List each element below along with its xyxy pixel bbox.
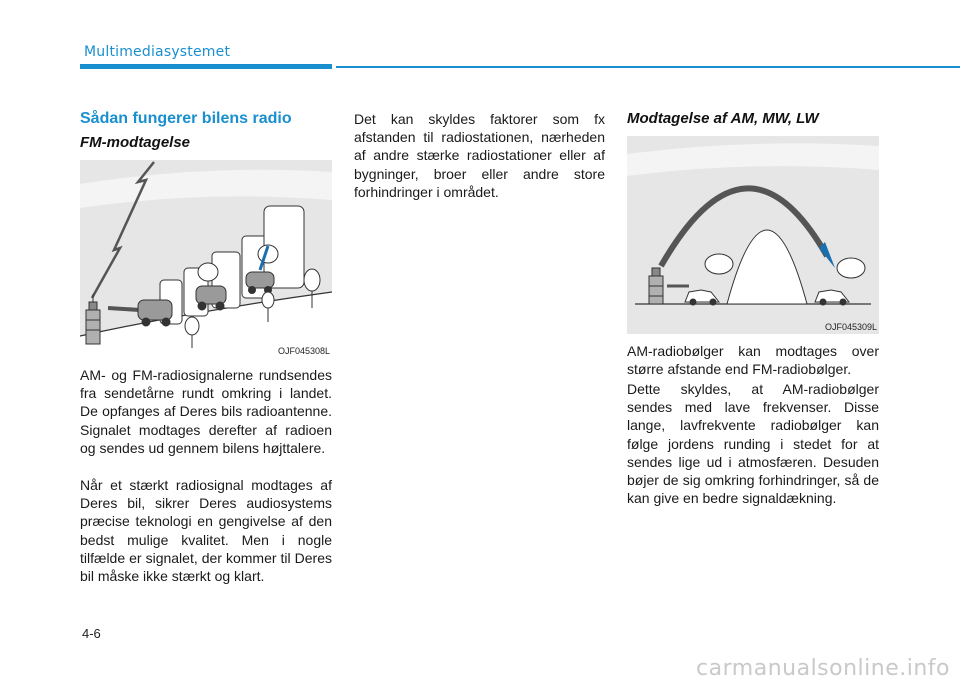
fm-reception-illustration bbox=[80, 160, 332, 358]
am-reception-illustration bbox=[627, 136, 879, 334]
figure-code: OJF045308L bbox=[277, 346, 330, 356]
header-rule-thick bbox=[80, 64, 332, 69]
middle-paragraph-1: Det kan skyldes faktorer som fx afstanden til radiostationen, nærheden af andre stærke radiostationer eller af bygninger, broer eller andre store forhindringer i området. bbox=[354, 111, 605, 200]
radio-tower-icon bbox=[86, 294, 100, 344]
right-paragraph-2: Dette skyldes, at AM-radiobølger sendes med lave frekvenser. Disse lange, lavfrekvente radiobølger kan følge jordens runding i stedet for at sendes lige ud i atmosfæren. Desuden bøjer de sig omkring forhindringer, så de kan give en bedre signaldækning. bbox=[627, 381, 879, 507]
section-header-title: Multimediasystemet bbox=[84, 44, 231, 60]
page-number: 4-6 bbox=[82, 626, 101, 641]
right-paragraph-1: AM-radiobølger kan modtages over større afstande end FM-radiobølger. bbox=[627, 343, 879, 378]
fm-subtitle: FM-modtagelse bbox=[80, 134, 191, 151]
header-rule-thin bbox=[336, 66, 960, 68]
watermark: carmanualsonline.info bbox=[696, 656, 950, 681]
figure-code: OJF045309L bbox=[824, 322, 877, 332]
left-paragraph-2: Når et stærkt radiosignal modtages af Deres bil, sikrer Deres audiosystems præcise teknologi en gengivelse af den bedst mulige kvalitet. Men i nogle tilfælde er signalet, der kommer til Deres bil måske ikke stærkt og klart. bbox=[80, 477, 332, 585]
left-paragraph-1: AM- og FM-radiosignalerne rundsendes fra sendetårne rundt omkring i landet. De opfanges af Deres bils radioantenne. Signalet modtages derefter af radioen og sendes ud gennem bilens højttalere. bbox=[80, 367, 332, 456]
fm-diagram-svg bbox=[80, 160, 332, 358]
section-title: Sådan fungerer bilens radio bbox=[80, 110, 292, 127]
am-diagram-svg bbox=[627, 136, 879, 334]
radio-tower-icon bbox=[649, 268, 663, 304]
am-subtitle: Modtagelse af AM, MW, LW bbox=[627, 110, 819, 127]
